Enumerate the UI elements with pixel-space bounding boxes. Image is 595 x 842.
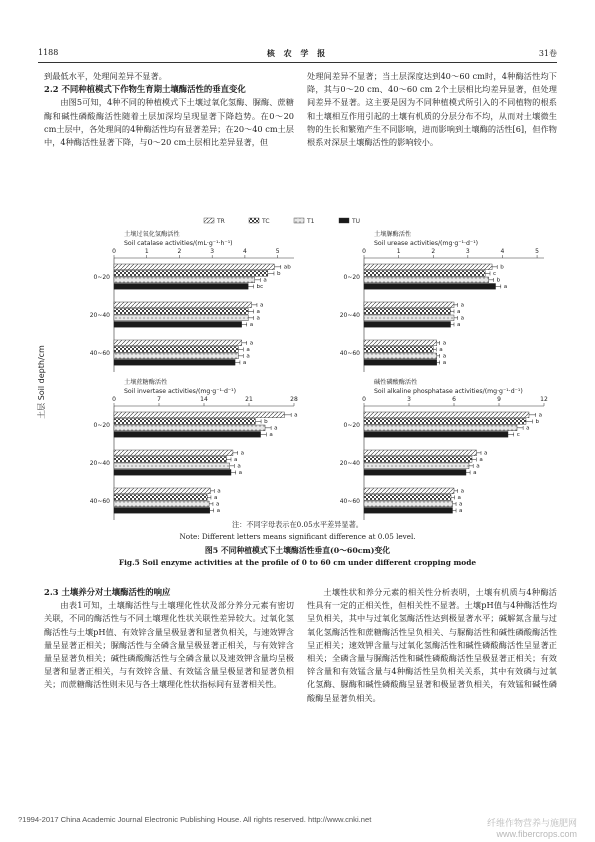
legend-label-tu: TU bbox=[352, 218, 361, 225]
bar-tc bbox=[114, 457, 227, 463]
significance-label: a bbox=[479, 457, 483, 464]
significance-label: a bbox=[439, 347, 443, 354]
bar-t1 bbox=[114, 425, 265, 431]
chart-panel-2 bbox=[340, 230, 544, 372]
bar-tu bbox=[364, 470, 466, 476]
figure-title-cn: 图5 不同种植模式下土壤酶活性垂直(0～60cm)变化 bbox=[204, 546, 391, 555]
significance-label: a bbox=[538, 412, 543, 419]
figure-5-svg bbox=[34, 212, 564, 542]
x-tick-label: 3 bbox=[210, 248, 215, 255]
legend-swatch-tu bbox=[339, 218, 349, 223]
bar-tc bbox=[114, 309, 248, 315]
x-tick-label: 1 bbox=[144, 248, 149, 255]
bar-tc bbox=[114, 271, 268, 277]
significance-label: b bbox=[500, 264, 504, 271]
chart-panel-4 bbox=[340, 378, 548, 520]
significance-label: ab bbox=[283, 264, 291, 271]
journal-title: 核 农 学 报 bbox=[266, 48, 329, 58]
x-tick-label: 1 bbox=[396, 248, 401, 255]
bottom-right-paragraph: 土壤性状和养分元素的相关性分析表明，土壤有机质与4种酶活性具有一定的正相关性，但相关性不显著。土壤pH值与4种酶活性均呈负相关，其中与过氧化氢酶活性达到极显著水平；碱解氮含量与过氧化氢酶活性和蔗糖酶活性呈负相关、与脲酶活性和碱性磷酸酶活性呈正相关；速效钾含量与过氧化氢酶活性和碱性磷酸酶活性呈显著正相关；全磷含量与脲酶活性和碱性磷酸酶活性呈极显著正相关；有效锌含量和有效锰含量与4种酶活性呈负相关关系，其中有效磷与过氧化氢酶、脲酶和碱性磷酸酶呈显著和极显著负相关，有效锰和碱性磷酸酶呈显著负相关。 bbox=[307, 587, 557, 703]
x-tick-label: 7 bbox=[157, 396, 161, 403]
significance-label: a bbox=[256, 309, 260, 316]
significance-label: a bbox=[473, 470, 477, 477]
header-rule bbox=[38, 62, 557, 63]
bar-tc bbox=[114, 347, 238, 353]
bar-tc bbox=[364, 309, 451, 315]
significance-label: a bbox=[246, 353, 250, 360]
bar-t1 bbox=[364, 315, 454, 321]
significance-label: a bbox=[259, 302, 264, 309]
category-label: 0~20 bbox=[93, 274, 110, 281]
category-label: 20~40 bbox=[89, 460, 110, 467]
bottom-right-column bbox=[307, 586, 557, 705]
x-tick-label: 14 bbox=[200, 396, 208, 403]
bar-t1 bbox=[114, 315, 248, 321]
x-tick-label: 2 bbox=[431, 248, 436, 255]
category-label: 0~20 bbox=[343, 422, 360, 429]
bar-tu bbox=[364, 508, 453, 514]
x-tick-label: 28 bbox=[290, 396, 298, 403]
significance-label: a bbox=[234, 457, 238, 464]
section-2-3-paragraph: 由表1可知，土壤酶活性与土壤理化性状及部分养分元素有密切关联，不同的酶活性与不同土壤理化性状关联性差异较大。过氧化氢酶活性与土壤pH值、有效锌含量呈极显著和显著负相关，与速效钾含量呈显著正相关；脲酶活性与全磷含量呈极显著正相关，与有效锌含量呈显著负相关；碱性磷酸酶活性与全磷含量以及速效钾含量均呈极显著和显著正相关，与有效锌含量、有效锰含量呈极显著和显著负相关；而蔗糖酶活性则未见与各土壤理化性状指标间有显著相关性。 bbox=[44, 600, 294, 690]
significance-label: a bbox=[442, 340, 447, 347]
bar-tu bbox=[114, 284, 248, 290]
bar-t1 bbox=[364, 425, 517, 431]
x-tick-label: 0 bbox=[112, 248, 116, 255]
significance-label: a bbox=[457, 309, 461, 316]
chart-title-en: Soil catalase activities/(mL·g⁻¹·h⁻¹) bbox=[124, 240, 233, 247]
bar-t1 bbox=[114, 463, 230, 469]
bar-tc bbox=[114, 419, 255, 425]
chart-title-cn: 土壤过氧化氢酶活性 bbox=[124, 231, 180, 238]
x-tick-label: 3 bbox=[465, 248, 470, 255]
significance-label: a bbox=[240, 450, 245, 457]
legend-swatch-tr bbox=[204, 218, 214, 223]
legend-label-tc: TC bbox=[262, 218, 270, 225]
x-tick-label: 2 bbox=[177, 248, 182, 255]
chart-title-cn: 碱性磷酸酶活性 bbox=[374, 379, 418, 386]
legend-swatch-tc bbox=[249, 218, 259, 223]
x-tick-label: 5 bbox=[535, 248, 539, 255]
bar-tr bbox=[364, 340, 437, 346]
bar-tr bbox=[114, 302, 251, 308]
top-left-column bbox=[44, 70, 294, 149]
bar-t1 bbox=[114, 353, 238, 359]
bar-tu bbox=[364, 322, 451, 328]
x-tick-label: 5 bbox=[275, 248, 280, 255]
significance-label: b bbox=[535, 419, 540, 426]
chart-panel-3 bbox=[90, 378, 298, 520]
bar-t1 bbox=[364, 501, 453, 507]
category-label: 40~60 bbox=[89, 498, 110, 505]
chart-title-en: Soil alkaline phosphatase activities/(mg·g⁻¹·d⁻¹) bbox=[374, 388, 523, 395]
watermark-line-1: 纤维作物营养与施肥网 bbox=[486, 818, 577, 828]
significance-label: a bbox=[249, 340, 254, 347]
significance-label: a bbox=[503, 284, 508, 291]
bar-tu bbox=[114, 322, 242, 328]
significance-label: a bbox=[216, 508, 221, 515]
significance-label: a bbox=[263, 277, 267, 284]
figure-title-en: Fig.5 Soil enzyme activities at the profile of 0 to 60 cm under different cropping mode bbox=[118, 558, 477, 567]
legend-swatch-t1 bbox=[294, 218, 304, 223]
x-tick-label: 0 bbox=[362, 248, 366, 255]
significance-label: bc bbox=[256, 284, 264, 291]
x-tick-label: 9 bbox=[497, 396, 501, 403]
bar-t1 bbox=[364, 353, 437, 359]
section-2-2-heading: 2.2 不同种植模式下作物生育期土壤酶活性的垂直变化 bbox=[44, 84, 246, 95]
significance-label: a bbox=[442, 353, 447, 360]
significance-label: a bbox=[242, 360, 247, 367]
significance-label: a bbox=[269, 432, 273, 439]
significance-label: b bbox=[496, 277, 501, 284]
bar-tu bbox=[114, 508, 210, 514]
x-tick-label: 12 bbox=[540, 396, 548, 403]
bar-tu bbox=[114, 360, 235, 366]
significance-label: a bbox=[215, 501, 220, 508]
significance-label: a bbox=[237, 463, 241, 470]
x-tick-label: 0 bbox=[362, 396, 366, 403]
y-axis-label: 土层 Soil depth/cm bbox=[37, 345, 46, 419]
significance-label: a bbox=[217, 488, 221, 495]
bar-tr bbox=[114, 488, 210, 494]
significance-label: a bbox=[484, 450, 488, 457]
chart-title-en: Soil urease activities/(mg·g⁻¹·d⁻¹) bbox=[374, 240, 479, 247]
x-tick-label: 0 bbox=[112, 396, 116, 403]
significance-label: a bbox=[249, 322, 254, 329]
significance-label: b bbox=[264, 419, 268, 426]
figure-5 bbox=[34, 212, 564, 542]
top-right-paragraph: 处理间差异不显著；当土层深度达到40～60 cm时，4种酶活性均下降，其与0～20 cm、40～60 cm 2个土层相比均差异显著，但处理间差异不显著。这主要是因为不同种植模式所引入的不同植物的根系和土壤相互作用引起的土壤有机质的分层分布不均，从而对土壤微生物的生长和繁殖产生不同影响，进而影响到土壤酶的活性[6]，但作物根系对深层土壤酶活性的影响较小。 bbox=[307, 71, 557, 148]
category-label: 40~60 bbox=[339, 350, 360, 357]
bar-tr bbox=[114, 450, 233, 456]
bar-tc bbox=[364, 495, 451, 501]
category-label: 40~60 bbox=[89, 350, 110, 357]
bar-t1 bbox=[364, 277, 489, 283]
significance-label: a bbox=[476, 463, 480, 470]
significance-label: a bbox=[294, 412, 298, 419]
bar-tr bbox=[364, 488, 454, 494]
bar-tr bbox=[114, 412, 284, 418]
top-right-column bbox=[307, 70, 557, 149]
chart-title-cn: 土壤脲酶活性 bbox=[374, 231, 412, 238]
category-label: 20~40 bbox=[89, 312, 110, 319]
category-label: 20~40 bbox=[339, 312, 360, 319]
continuation-line: 到最低水平，处理间差异不显著。 bbox=[44, 71, 167, 81]
bar-tr bbox=[114, 340, 242, 346]
chart-title-cn: 土壤蔗糖酶活性 bbox=[124, 379, 168, 386]
x-tick-label: 4 bbox=[500, 248, 505, 255]
bar-t1 bbox=[114, 501, 209, 507]
significance-label: b bbox=[276, 271, 281, 278]
legend-label-t1: T1 bbox=[307, 218, 315, 225]
significance-label: a bbox=[459, 508, 463, 515]
significance-label: a bbox=[460, 302, 465, 309]
bar-tr bbox=[364, 450, 477, 456]
category-label: 40~60 bbox=[339, 498, 360, 505]
bar-tc bbox=[364, 419, 526, 425]
significance-label: c bbox=[516, 432, 520, 439]
figure-note-cn: 注：不同字母表示在0.05水平差异显著。 bbox=[231, 520, 363, 529]
x-tick-label: 3 bbox=[407, 396, 411, 403]
legend bbox=[204, 218, 360, 225]
category-label: 0~20 bbox=[343, 274, 360, 281]
bar-tu bbox=[364, 360, 437, 366]
section-2-3-heading: 2.3 土壤养分对土壤酶活性的响应 bbox=[44, 587, 171, 597]
x-tick-label: 6 bbox=[452, 396, 456, 403]
bar-tr bbox=[364, 264, 492, 270]
bar-tu bbox=[364, 432, 508, 438]
significance-label: a bbox=[274, 425, 278, 432]
bar-tr bbox=[364, 302, 454, 308]
bar-t1 bbox=[364, 463, 469, 469]
x-tick-label: 4 bbox=[242, 248, 247, 255]
bar-tc bbox=[364, 457, 472, 463]
volume-label: 31卷 bbox=[538, 49, 557, 58]
watermark bbox=[487, 818, 577, 840]
section-2-2-paragraph: 由图5可知，4种不同的种植模式下土壤过氧化氢酶、脲酶、蔗糖酶和碱性磷酸酶活性随着土层加深均呈现显著下降趋势。在0～20 cm土层中，各处理间的4种酶活性均有显著差异；在20～40 cm土层中，4种酶活性显著下降，与0～20 cm土层相比差异显著，但 bbox=[44, 97, 294, 148]
significance-label: a bbox=[256, 315, 260, 322]
bar-tr bbox=[114, 264, 274, 270]
category-label: 0~20 bbox=[93, 422, 110, 429]
x-tick-label: 21 bbox=[245, 396, 253, 403]
significance-label: a bbox=[246, 347, 250, 354]
chart-title-en: Soil invertase activities/(mg·g⁻¹·d⁻¹) bbox=[124, 388, 237, 395]
watermark-line-2: www.fibercrops.com bbox=[496, 829, 577, 839]
bar-tu bbox=[114, 432, 261, 438]
significance-label: a bbox=[213, 495, 218, 502]
category-label: 20~40 bbox=[339, 460, 360, 467]
bottom-left-column bbox=[44, 586, 294, 692]
bar-tr bbox=[364, 412, 529, 418]
significance-label: a bbox=[457, 495, 461, 502]
bar-tc bbox=[364, 347, 433, 353]
page-number: 1188 bbox=[38, 48, 59, 57]
significance-label: a bbox=[457, 322, 461, 329]
chart-panel-1 bbox=[90, 230, 294, 372]
bar-tu bbox=[364, 284, 496, 290]
significance-label: a bbox=[442, 360, 447, 367]
legend-label-tr: TR bbox=[217, 218, 225, 225]
significance-label: a bbox=[460, 315, 465, 322]
bar-tc bbox=[114, 495, 207, 501]
significance-label: a bbox=[526, 425, 530, 432]
significance-label: a bbox=[460, 488, 465, 495]
significance-label: a bbox=[459, 501, 463, 508]
significance-label: c bbox=[493, 271, 497, 278]
figure-note-en: Note: Different letters means significant difference at 0.05 level. bbox=[179, 532, 416, 541]
copyright-footer: ?1994-2017 China Academic Journal Electronic Publishing House. All rights reserved. http://www.cnki.net bbox=[18, 815, 372, 824]
bar-t1 bbox=[114, 277, 255, 283]
significance-label: a bbox=[238, 470, 243, 477]
bar-tu bbox=[114, 470, 231, 476]
bar-tc bbox=[364, 271, 485, 277]
